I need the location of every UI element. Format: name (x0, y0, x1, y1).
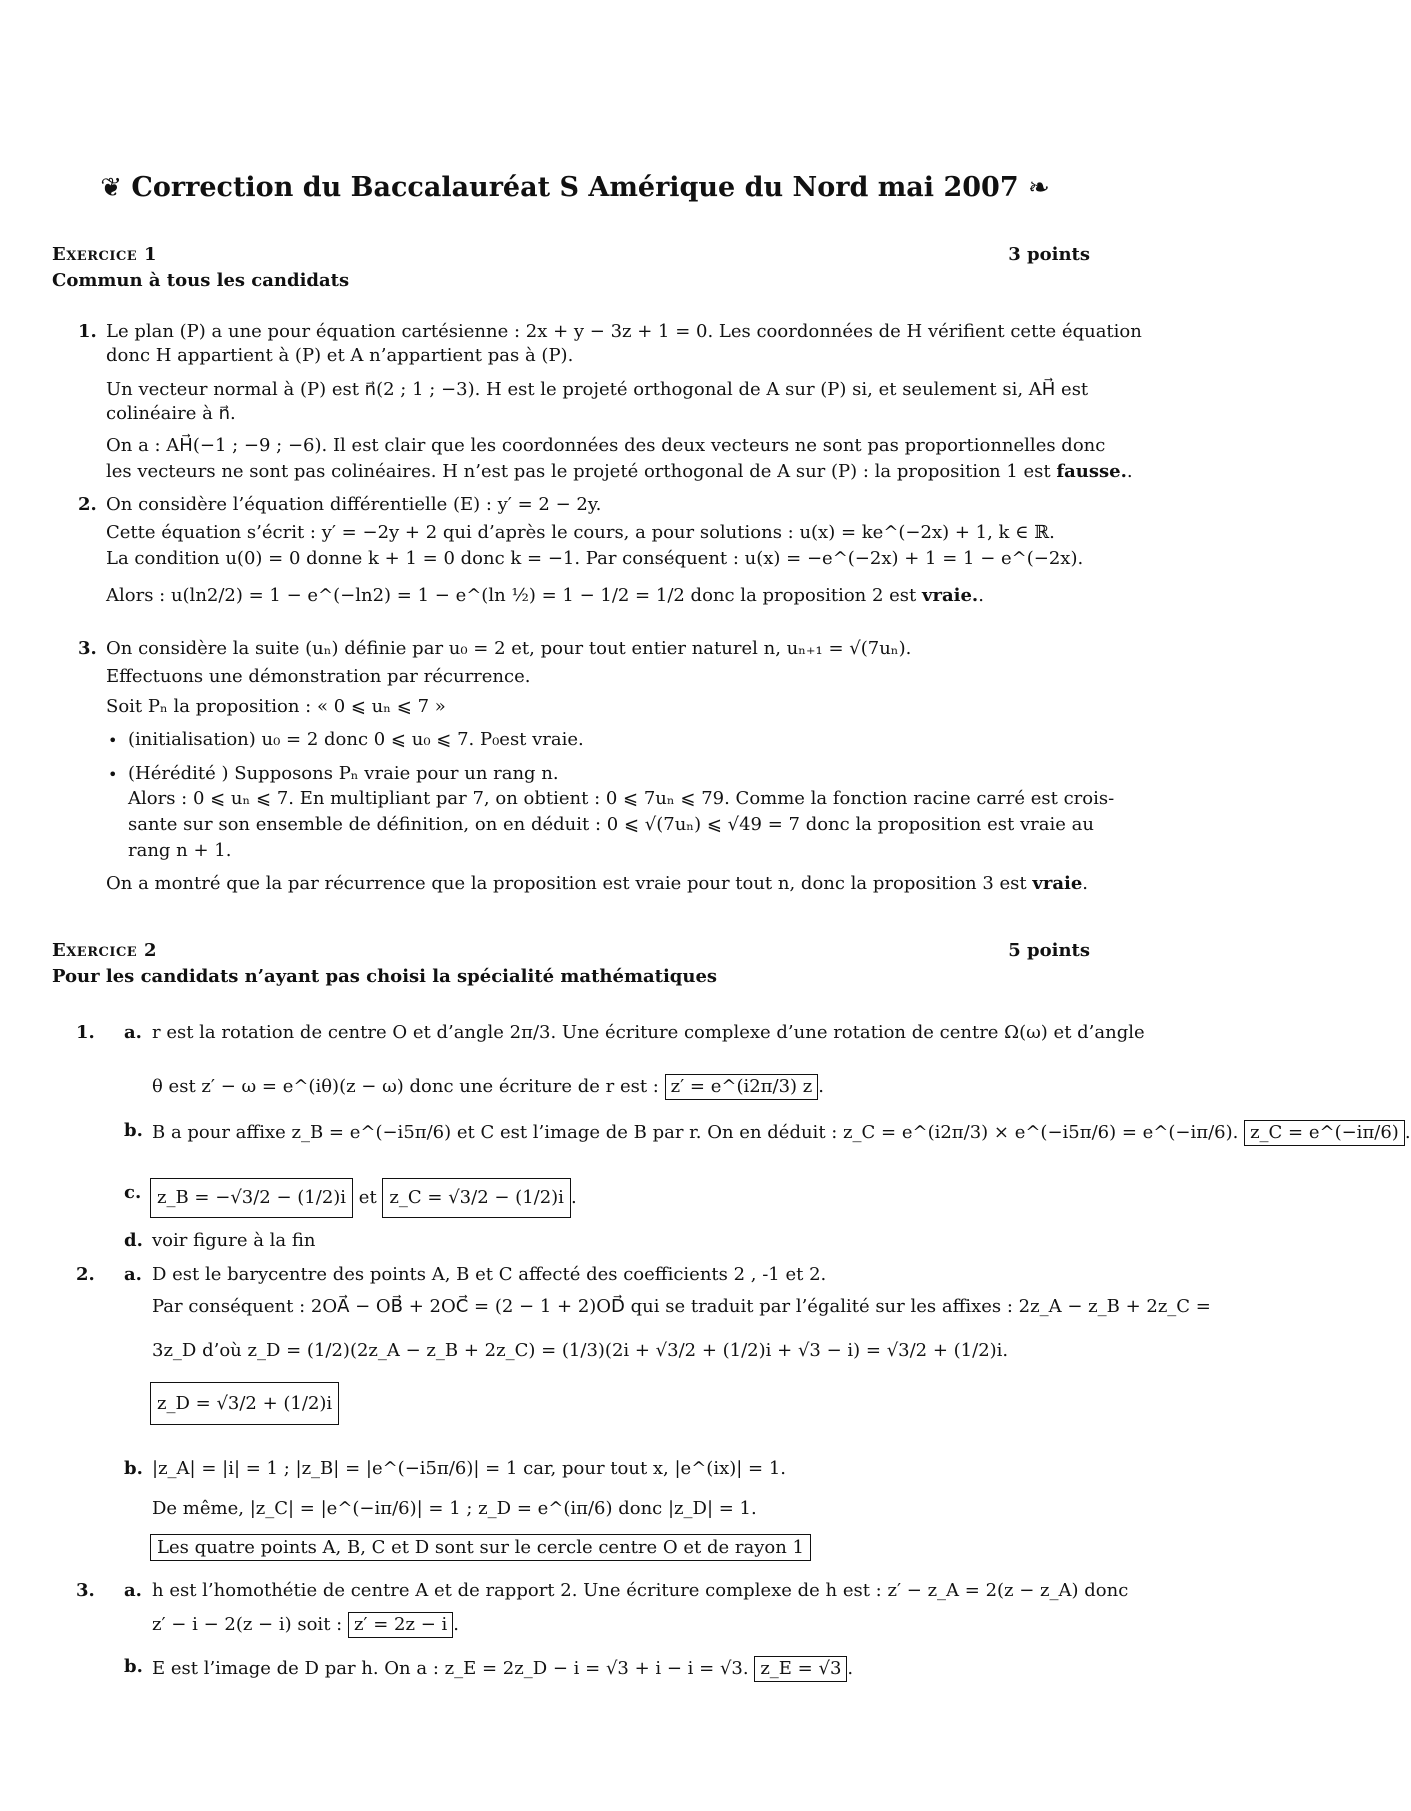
text-line: rang n + 1. (128, 840, 232, 861)
text-line: Un vecteur normal à (P) est n⃗(2 ; 1 ; −3). H est le projeté orthogonal de A sur (P) si, et seulement si, AH⃗ est (106, 379, 1089, 400)
text-line: (initialisation) u₀ = 2 donc 0 ⩽ u₀ ⩽ 7. P₀est vraie. (128, 729, 584, 750)
sub-question-label: a. (124, 1022, 142, 1043)
text-line: (Hérédité ) Supposons Pₙ vraie pour un rang n. (128, 763, 559, 784)
exercise-1-points: 3 points (1008, 244, 1090, 265)
bold-word: fausse. (1056, 461, 1127, 482)
sub-question-label: b. (124, 1458, 143, 1479)
text-span: z′ − i − 2(z − i) soit : (152, 1614, 343, 1635)
text-line: Soit Pₙ la proposition : « 0 ⩽ uₙ ⩽ 7 » (106, 696, 446, 717)
text-span: les vecteurs ne sont pas colinéaires. H n’est pas le projeté orthogonal de A sur (P) : la proposition 1 est (106, 461, 1051, 482)
text-line: voir figure à la fin (152, 1230, 316, 1251)
text-line: On a montré que la par récurrence que la proposition est vraie pour tout n, donc la proposition 3 est vraie. (106, 873, 1089, 894)
bold-word: vraie. (922, 585, 979, 606)
boxed-result: z_E = √3 (754, 1656, 847, 1682)
boxed-result: z′ = 2z − i (348, 1612, 453, 1638)
text-span: On a montré que la par récurrence que la proposition est vraie pour tout n, donc la proposition 3 est (106, 873, 1027, 894)
sub-question-label: b. (124, 1120, 143, 1141)
text-line: z′ − i − 2(z − i) soit : z′ = 2z − i . (152, 1612, 459, 1638)
text-line: Cette équation s’écrit : y′ = −2y + 2 qui d’après le cours, a pour solutions : u(x) = ke^(−2x) + 1, k ∈ ℝ. (106, 522, 1055, 543)
boxed-result: z_D = √3/2 + (1/2)i (150, 1382, 339, 1425)
sub-question-label: b. (124, 1656, 143, 1677)
text-line: La condition u(0) = 0 donne k + 1 = 0 donc k = −1. Par conséquent : u(x) = −e^(−2x) + 1 = 1 − e^(−2x). (106, 548, 1084, 569)
text-line: B a pour affixe z_B = e^(−i5π/6) et C est l’image de B par r. On en déduit : z_C = e^(i2π/3) × e^(−i5π/6) = e^(−iπ/6). z_C = e^(−iπ/6) . (152, 1120, 1411, 1146)
sub-question-label: a. (124, 1580, 142, 1601)
exercise-2-header (52, 940, 1090, 961)
text-span: et (358, 1187, 377, 1208)
text-line: Effectuons une démonstration par récurrence. (106, 666, 531, 687)
sub-question-label: c. (124, 1182, 142, 1203)
question-number: 3. (78, 638, 97, 659)
bold-word: vraie (1032, 873, 1083, 894)
text-line: On a : AH⃗(−1 ; −9 ; −6). Il est clair que les coordonnées des deux vecteurs ne sont pas proportionnelles donc (106, 435, 1106, 456)
text-line: De même, |z_C| = |e^(−iπ/6)| = 1 ; z_D = e^(iπ/6) donc |z_D| = 1. (152, 1498, 757, 1519)
exercise-2-subtitle: Pour les candidats n’ayant pas choisi la spécialité mathématiques (52, 966, 718, 987)
exercise-1-subtitle: Commun à tous les candidats (52, 270, 350, 291)
text-span: θ est z′ − ω = e^(iθ)(z − ω) donc une écriture de r est : (152, 1076, 659, 1097)
question-number: 3. (76, 1580, 95, 1601)
exercise-1-label: Exercice 1 (52, 244, 157, 265)
boxed-result: z_B = −√3/2 − (1/2)i (150, 1178, 353, 1218)
left-ornament-icon: ❦ (100, 173, 122, 203)
text-line: sante sur son ensemble de définition, on en déduit : 0 ⩽ √(7uₙ) ⩽ √49 = 7 donc la proposition est vraie au (128, 814, 1094, 835)
boxed-result: Les quatre points A, B, C et D sont sur le cercle centre O et de rayon 1 (150, 1534, 811, 1561)
text-line: Par conséquent : 2OA⃗ − OB⃗ + 2OC⃗ = (2 − 1 + 2)OD⃗ qui se traduit par l’égalité sur les affixes : 2z_A − z_B + 2z_C = (152, 1296, 1211, 1317)
text-line: colinéaire à n⃗. (106, 403, 236, 424)
question-number: 1. (76, 1022, 95, 1043)
question-number: 2. (76, 1264, 95, 1285)
text-line: On considère l’équation différentielle (E) : y′ = 2 − 2y. (106, 494, 602, 515)
text-span: Alors : u(ln2/2) = 1 − e^(−ln2) = 1 − e^(ln ½) = 1 − 1/2 = 1/2 donc la proposition 2 est (106, 585, 917, 606)
exercise-1-header (52, 244, 1090, 265)
sub-question-label: a. (124, 1264, 142, 1285)
text-span: E est l’image de D par h. On a : z_E = 2z_D − i = √3 + i − i = √3. (152, 1658, 749, 1679)
boxed-result: z_C = √3/2 − (1/2)i (382, 1178, 571, 1218)
text-line: r est la rotation de centre O et d’angle 2π/3. Une écriture complexe d’une rotation de centre Ω(ω) et d’angle (152, 1022, 1145, 1043)
question-number: 1. (78, 321, 97, 342)
text-line: h est l’homothétie de centre A et de rapport 2. Une écriture complexe de h est : z′ − z_A = 2(z − z_A) donc (152, 1580, 1129, 1601)
question-number: 2. (78, 494, 97, 515)
text-line: Le plan (P) a une pour équation cartésienne : 2x + y − 3z + 1 = 0. Les coordonnées de H vérifient cette équation (106, 321, 1142, 342)
text-line: |z_A| = |i| = 1 ; |z_B| = |e^(−i5π/6)| = 1 car, pour tout x, |e^(ix)| = 1. (152, 1458, 787, 1479)
text-line: On considère la suite (uₙ) définie par u₀ = 2 et, pour tout entier naturel n, uₙ₊₁ = √(7uₙ). (106, 638, 912, 659)
text-line: donc H appartient à (P) et A n’appartient pas à (P). (106, 345, 574, 366)
right-ornament-icon: ❧ (1028, 173, 1050, 203)
bullet-icon: • (108, 731, 118, 750)
text-line: 3z_D d’où z_D = (1/2)(2z_A − z_B + 2z_C) = (1/3)(2i + √3/2 + (1/2)i + √3 − i) = √3/2 + (1/2)i. (152, 1340, 1009, 1361)
text-line: les vecteurs ne sont pas colinéaires. H n’est pas le projeté orthogonal de A sur (P) : la proposition 1 est fausse.. (106, 461, 1133, 482)
text-line: E est l’image de D par h. On a : z_E = 2z_D − i = √3 + i − i = √3. z_E = √3 . (152, 1656, 853, 1682)
page-title (0, 172, 1150, 203)
text-span: B a pour affixe z_B = e^(−i5π/6) et C est l’image de B par r. On en déduit : z_C = e^(i2π/3) × e^(−i5π/6) = e^(−iπ/6). (152, 1122, 1239, 1143)
boxed-result: z′ = e^(i2π/3) z (665, 1074, 819, 1100)
bullet-icon: • (108, 765, 118, 784)
exercise-2-label: Exercice 2 (52, 940, 157, 961)
text-line: D est le barycentre des points A, B et C affecté des coefficients 2 , -1 et 2. (152, 1264, 827, 1285)
boxed-result: z_C = e^(−iπ/6) (1244, 1120, 1405, 1146)
text-line: Alors : 0 ⩽ uₙ ⩽ 7. En multipliant par 7, on obtient : 0 ⩽ 7uₙ ⩽ 79. Comme la fonction racine carré est crois- (128, 788, 1115, 809)
sub-question-label: d. (124, 1230, 143, 1251)
title-text: Correction du Baccalauréat S Amérique du Nord mai 2007 (131, 172, 1019, 203)
exercise-2-points: 5 points (1008, 940, 1090, 961)
text-line: θ est z′ − ω = e^(iθ)(z − ω) donc une écriture de r est : z′ = e^(i2π/3) z . (152, 1074, 824, 1100)
text-line: z_B = −√3/2 − (1/2)i et z_C = √3/2 − (1/2)i . (150, 1178, 577, 1218)
text-line: Alors : u(ln2/2) = 1 − e^(−ln2) = 1 − e^(ln ½) = 1 − 1/2 = 1/2 donc la proposition 2 est vraie.. (106, 585, 984, 606)
